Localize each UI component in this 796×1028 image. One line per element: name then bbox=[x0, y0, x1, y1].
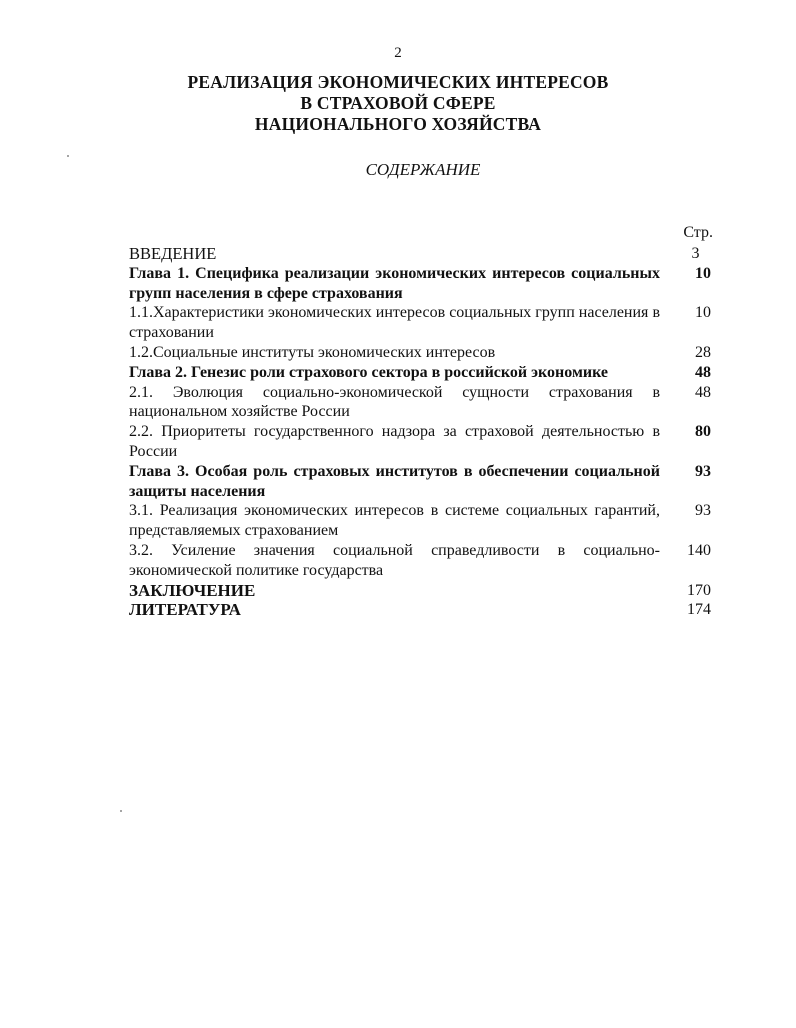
title-line: В СТРАХОВОЙ СФЕРЕ bbox=[300, 93, 496, 113]
toc-entry-page: 3 bbox=[691, 245, 700, 262]
table-of-contents bbox=[129, 224, 715, 620]
toc-entry-text: 3.1. Реализация экономических интересов в системе социальных гарантий, представляемых страхованием bbox=[129, 502, 660, 540]
toc-entry-page: 140 bbox=[687, 541, 711, 559]
toc-entry-literature bbox=[129, 600, 715, 620]
toc-entry-text: ЛИТЕРАТУРА bbox=[129, 600, 241, 620]
toc-entry-section-2-1 bbox=[129, 383, 715, 423]
toc-entry-text: Глава 3. Особая роль страховых институтов в обеспечении социальной защиты населения bbox=[129, 462, 660, 500]
page-column-label: Стр. bbox=[683, 224, 713, 241]
toc-entry-page: 48 bbox=[695, 383, 711, 401]
toc-entry-text: 1.2.Социальные институты экономических интересов bbox=[129, 343, 496, 361]
page-number: 2 bbox=[394, 45, 402, 61]
toc-entry-text: ВВЕДЕНИЕ bbox=[129, 244, 217, 263]
title-line: РЕАЛИЗАЦИЯ ЭКОНОМИЧЕСКИХ ИНТЕРЕСОВ bbox=[187, 72, 609, 92]
toc-entry-page: 174 bbox=[687, 601, 711, 619]
document-title bbox=[0, 72, 796, 135]
toc-entry-page: 10 bbox=[695, 304, 711, 322]
scan-speck bbox=[67, 155, 69, 157]
toc-entry-text: ЗАКЛЮЧЕНИЕ bbox=[129, 580, 256, 600]
toc-entry-page: 80 bbox=[695, 423, 711, 441]
toc-entry-page: 170 bbox=[687, 581, 711, 599]
toc-entry-chapter-1 bbox=[129, 264, 715, 304]
toc-entry-section-1-2 bbox=[129, 343, 715, 363]
toc-entry-page: 93 bbox=[695, 502, 711, 520]
toc-entry-text: Глава 2. Генезис роли страхового сектора в российской экономике bbox=[129, 363, 608, 381]
scan-speck bbox=[120, 810, 122, 812]
toc-entry-section-3-2 bbox=[129, 541, 715, 581]
toc-entry-page: 48 bbox=[695, 363, 711, 381]
toc-entry-page: 28 bbox=[695, 343, 711, 361]
title-line: НАЦИОНАЛЬНОГО ХОЗЯЙСТВА bbox=[254, 114, 542, 134]
toc-entry-page: 10 bbox=[695, 264, 711, 282]
toc-entry-section-3-1 bbox=[129, 501, 715, 541]
toc-entry-text: 1.1.Характеристики экономических интересов социальных групп населения в страховании bbox=[129, 304, 660, 342]
toc-entry-text: 2.1. Эволюция социально-экономической сущности страхования в национальном хозяйстве России bbox=[129, 383, 660, 421]
contents-heading: СОДЕРЖАНИЕ bbox=[365, 160, 481, 179]
toc-entry-section-1-1 bbox=[129, 303, 715, 343]
toc-entry-page: 93 bbox=[695, 462, 711, 480]
toc-entry-chapter-3 bbox=[129, 462, 715, 502]
page-column-header bbox=[129, 224, 715, 244]
toc-entry-text: 2.2. Приоритеты государственного надзора за страховой деятельностью в России bbox=[129, 423, 660, 460]
toc-entry-section-2-2 bbox=[129, 422, 715, 462]
toc-entry-conclusion bbox=[129, 581, 715, 601]
toc-entry-chapter-2 bbox=[129, 363, 715, 383]
toc-entry-text: 3.2. Усиление значения социальной справедливости в социально-экономической политике государства bbox=[129, 541, 660, 579]
toc-entry-text: Глава 1. Специфика реализации экономических интересов социальных групп населения в сфере страхования bbox=[129, 264, 660, 302]
toc-entry-introduction bbox=[129, 244, 715, 264]
